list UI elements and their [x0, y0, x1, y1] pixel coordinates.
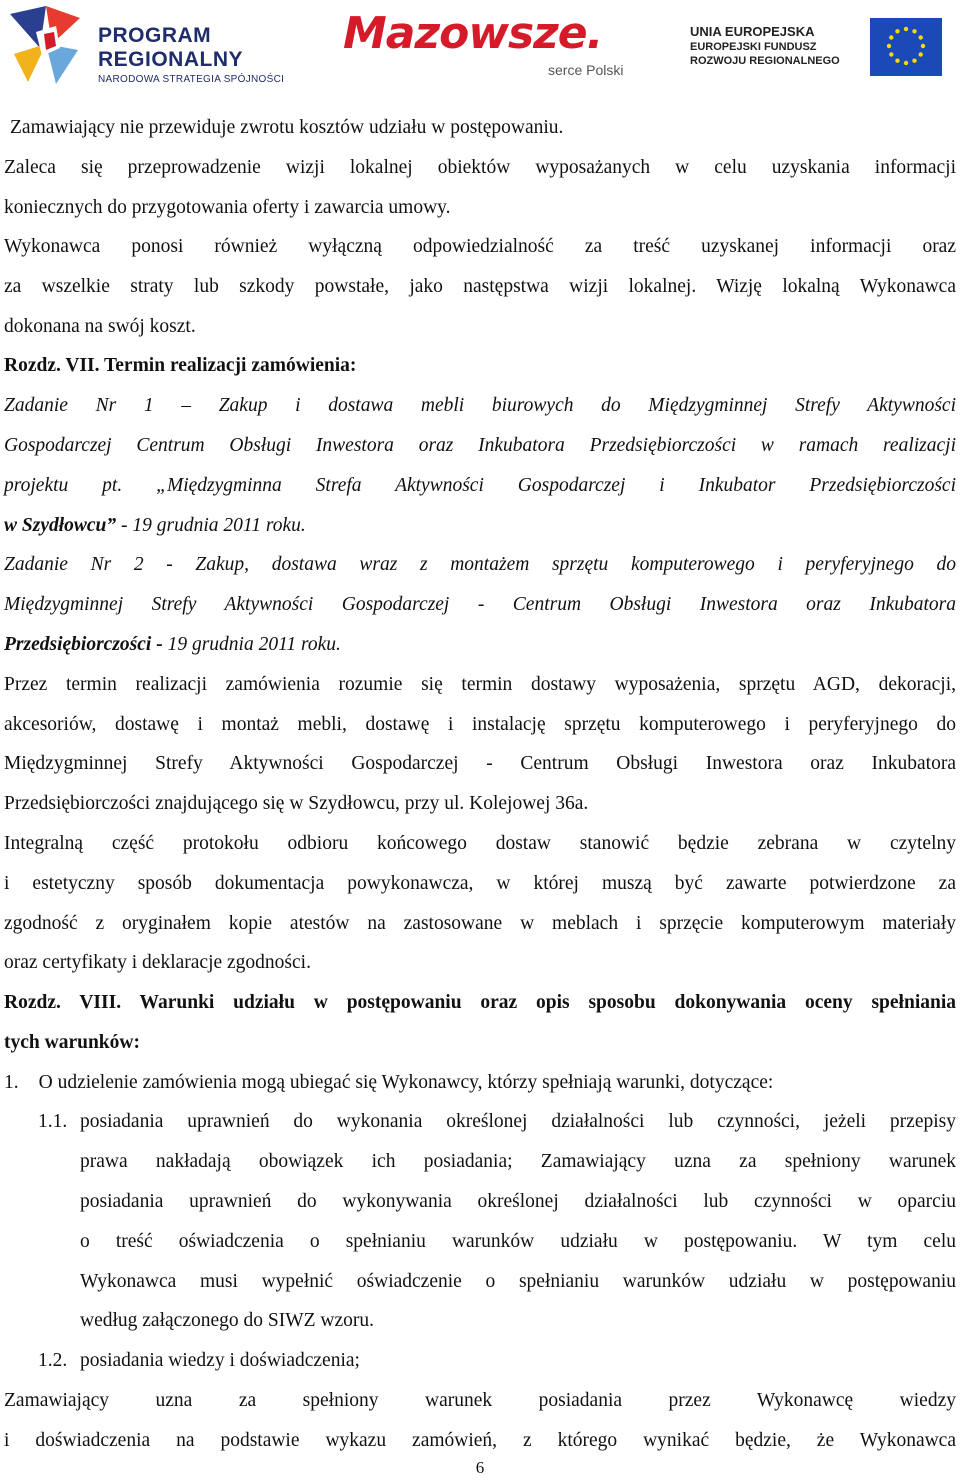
text-line: i doświadczenia na podstawie wykazu zamówień, z którego wynikać będzie, że Wykonawca: [4, 1430, 956, 1451]
list-number: 1.: [4, 1072, 19, 1093]
eu-flag-icon: [870, 18, 942, 76]
task-1-deadline: [4, 506, 306, 546]
unia-europejska-logo: [690, 18, 950, 80]
mazowsze-logo: [343, 8, 643, 84]
ue-fund-line1: EUROPEJSKI FUNDUSZ: [690, 41, 817, 53]
text-line: oraz certyfikaty i deklaracje zgodności.: [4, 952, 311, 973]
section-heading-viii-end: tych warunków:: [4, 1032, 140, 1053]
text-line: i estetyczny sposób dokumentacja powykonawcza, w której muszą być zawarte potwierdzone za: [4, 873, 956, 894]
list-number: 1.2.: [38, 1350, 68, 1371]
list-item-text: posiadania uprawnień do wykonywania określonej działalności lub czynności w oparciu: [80, 1191, 956, 1212]
list-number: 1.1.: [38, 1111, 68, 1132]
text-line: Zamawiający nie przewiduje zwrotu kosztów udziału w postępowaniu.: [10, 117, 564, 138]
section-heading-viii: Rozdz. VIII. Warunki udziału w postępowaniu oraz opis sposobu dokonywania oceny spełniania: [4, 992, 956, 1013]
task-2-line: Zadanie Nr 2 - Zakup, dostawa wraz z montażem sprzętu komputerowego i peryferyjnego do: [4, 554, 956, 575]
serce-polski-label: serce Polski: [548, 62, 624, 78]
program-regionalny-emblem-icon: [6, 4, 88, 86]
text-line: Przedsiębiorczości znajdującego się w Szydłowcu, przy ul. Kolejowej 36a.: [4, 793, 589, 814]
section-heading-vii: Rozdz. VII. Termin realizacji zamówienia:: [4, 355, 357, 376]
regionalny-label: REGIONALNY: [98, 48, 244, 71]
text-line: akcesoriów, dostawę i montaż mebli, dostawę i instalację sprzętu komputerowego i peryferyjnego do: [4, 714, 956, 735]
deadline-text: - 19 grudnia 2011 roku.: [116, 515, 306, 536]
list-item-text: posiadania uprawnień do wykonania określonej działalności lub czynności, jeżeli przepisy: [80, 1111, 956, 1132]
task-2-line: Międzygminnej Strefy Aktywności Gospodarczej - Centrum Obsługi Inwestora oraz Inkubatora: [4, 594, 956, 615]
list-item-1: [4, 1063, 773, 1103]
ue-fund-line2: ROZWOJU REGIONALNEGO: [690, 55, 840, 67]
text-line: koniecznych do przygotowania oferty i zawarcia umowy.: [4, 197, 451, 218]
task-2-deadline: [4, 625, 341, 665]
deadline-text: 19 grudnia 2011 roku.: [162, 634, 341, 655]
project-name-end: w Szydłowcu”: [4, 515, 117, 536]
ue-title: UNIA EUROPEJSKA: [690, 24, 815, 39]
text-line: Zamawiający uzna za spełniony warunek posiadania przez Wykonawcę wiedzy: [4, 1390, 956, 1411]
list-item-text: prawa nakładają obowiązek ich posiadania; Zamawiający uzna za spełniony warunek: [80, 1151, 956, 1172]
mazowsze-wordmark: Mazowsze.: [343, 8, 603, 59]
task-1-line: Gospodarczej Centrum Obsługi Inwestora oraz Inkubatora Przedsiębiorczości w ramach realizacji: [4, 435, 956, 456]
text-line: za wszelkie straty lub szkody powstałe, jako następstwa wizji lokalnej. Wizję lokalną Wykonawca: [4, 276, 956, 297]
list-item-text: Wykonawca musi wypełnić oświadczenie o spełnianiu warunków udziału w postępowaniu: [80, 1271, 956, 1292]
program-label: PROGRAM: [98, 24, 212, 47]
text-line: dokonana na swój koszt.: [4, 316, 196, 337]
text-line: Integralną część protokołu odbioru końcowego dostaw stanowić będzie zebrana w czytelny: [4, 833, 956, 854]
task-2-name-end: Przedsiębiorczości -: [4, 634, 163, 655]
list-item-text: według załączonego do SIWZ wzoru.: [80, 1310, 375, 1331]
text-line: Międzygminnej Strefy Aktywności Gospodarczej - Centrum Obsługi Inwestora oraz Inkubatora: [4, 753, 956, 774]
text-line: zgodność z oryginałem kopie atestów na zastosowane w meblach i sprzęcie komputerowym materiały: [4, 913, 956, 934]
task-1-line: Zadanie Nr 1 – Zakup i dostawa mebli biurowych do Międzygminnej Strefy Aktywności: [4, 395, 956, 416]
program-regionalny-logo: [6, 4, 306, 88]
text-line: Przez termin realizacji zamówienia rozumie się termin dostawy wyposażenia, sprzętu AGD, dekoracji,: [4, 674, 956, 695]
strategia-label: NARODOWA STRATEGIA SPÓJNOŚCI: [98, 74, 285, 85]
page-header: [0, 0, 960, 92]
list-item-text: o treść oświadczenia o spełnianiu warunków udziału w postępowaniu. W tym celu: [80, 1231, 956, 1252]
task-1-line: projektu pt. „Międzygminna Strefa Aktywności Gospodarczej i Inkubator Przedsiębiorczości: [4, 475, 956, 496]
text-line: Zaleca się przeprowadzenie wizji lokalnej obiektów wyposażanych w celu uzyskania informacji: [4, 157, 956, 178]
text-line: Wykonawca ponosi również wyłączną odpowiedzialność za treść uzyskanej informacji oraz: [4, 236, 956, 257]
list-item-text: O udzielenie zamówienia mogą ubiegać się Wykonawcy, którzy spełniają warunki, dotyczące:: [38, 1072, 774, 1093]
list-item-text: posiadania wiedzy i doświadczenia;: [80, 1350, 360, 1371]
page-number: 6: [475, 1458, 485, 1477]
